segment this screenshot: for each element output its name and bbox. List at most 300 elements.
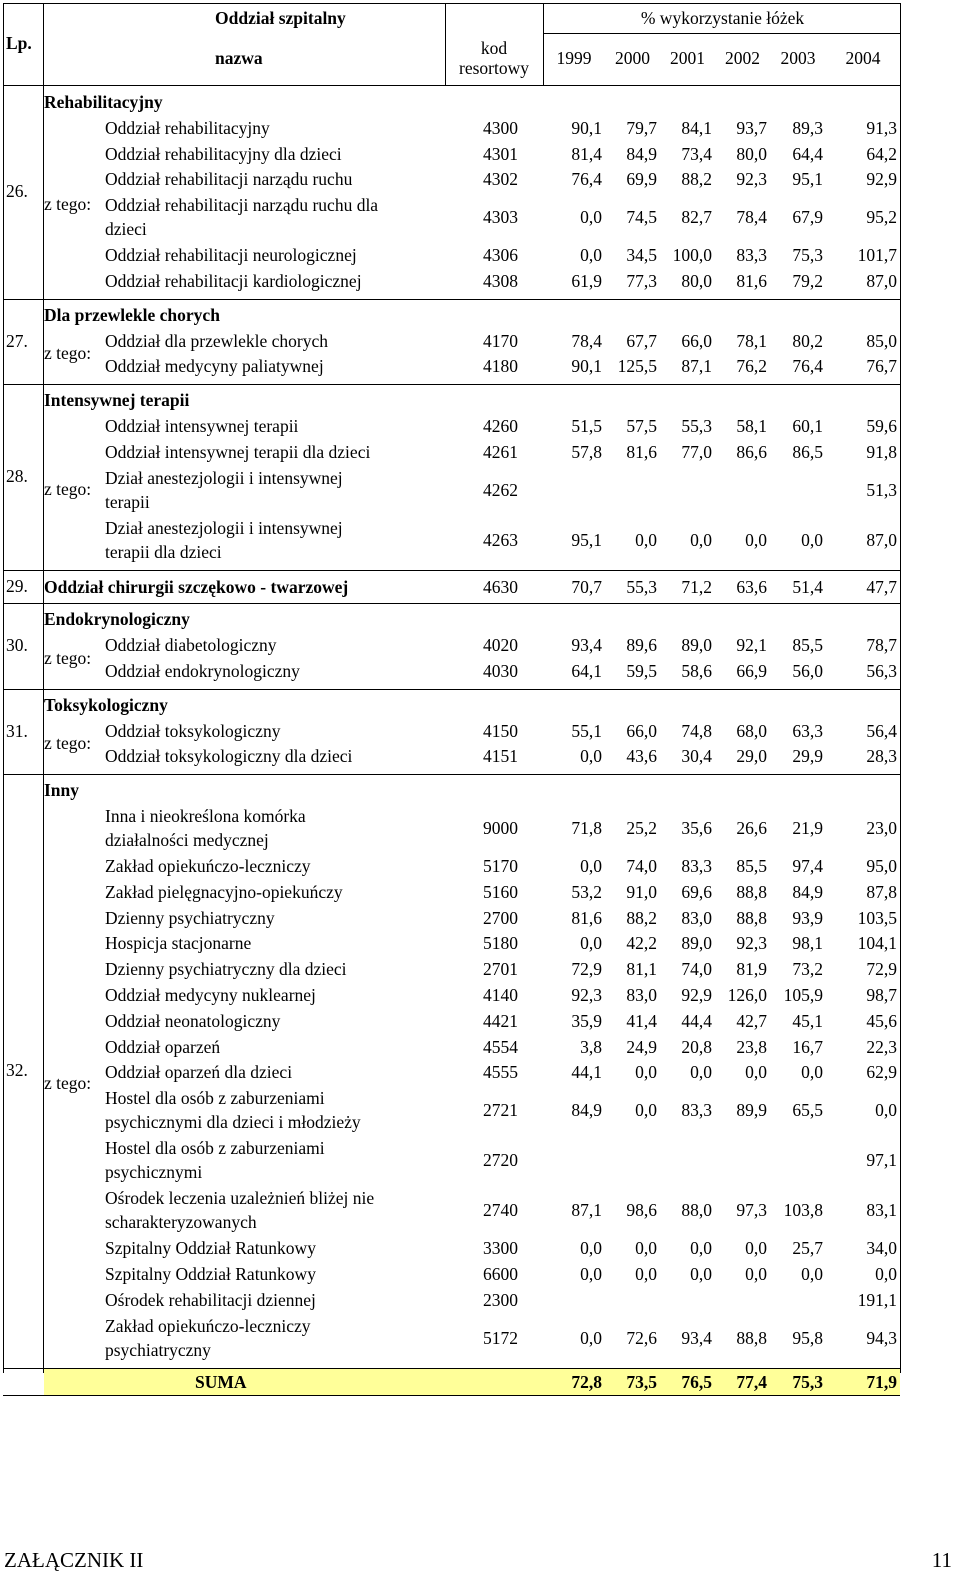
usage-value: 78,4: [571, 330, 602, 351]
usage-value: 42,2: [626, 933, 657, 954]
usage-value: 0,0: [580, 1238, 602, 1259]
grid-line: [445, 3, 446, 85]
usage-value: 89,0: [681, 933, 712, 954]
usage-value: 81,6: [736, 271, 767, 291]
usage-value: 92,3: [736, 169, 767, 190]
department-name: Szpitalny Oddział Ratunkowy: [105, 1264, 316, 1284]
usage-value: 85,5: [792, 635, 823, 656]
usage-value: 0,0: [580, 746, 602, 767]
usage-value: 105,9: [783, 985, 823, 1005]
usage-value: 74,0: [626, 856, 657, 876]
usage-value: 55,3: [626, 576, 657, 597]
usage-value: 51,4: [792, 576, 823, 597]
usage-value: 29,9: [792, 746, 823, 767]
usage-value: 0,0: [745, 529, 767, 550]
department-name: Hostel dla osób z zaburzeniami: [105, 1088, 325, 1109]
department-name: Oddział rehabilitacyjny dla dzieci: [105, 143, 342, 164]
usage-value: 85,5: [736, 856, 767, 876]
usage-value: 58,6: [681, 661, 712, 681]
suma-value: 77,4: [736, 1371, 767, 1392]
department-name: Hospicja stacjonarne: [105, 933, 252, 954]
header-year: 2000: [615, 48, 650, 68]
header-year: 2004: [845, 48, 881, 68]
usage-value: 91,8: [866, 441, 897, 462]
grid-line: [3, 384, 900, 385]
usage-value: 55,3: [681, 416, 712, 436]
usage-value: 0,0: [690, 529, 712, 550]
z-tego-label: z tego:: [44, 648, 92, 668]
usage-value: 82,7: [681, 207, 712, 228]
department-code: 2740: [483, 1200, 518, 1221]
suma-value: 76,5: [681, 1371, 712, 1392]
department-code: 5170: [483, 856, 518, 876]
z-tego-label: z tego:: [44, 733, 92, 754]
usage-value: 0,0: [875, 1264, 897, 1284]
department-name: psychicznymi dla dzieci i młodzieży: [105, 1112, 361, 1133]
usage-value: 66,0: [681, 330, 712, 351]
usage-value: 21,9: [792, 818, 823, 838]
department-name: Ośrodek rehabilitacji dziennej: [105, 1289, 316, 1310]
department-name: Oddział dla przewlekle chorych: [105, 330, 329, 351]
grid-line: [3, 570, 900, 571]
usage-value: 83,0: [626, 985, 657, 1005]
department-code: 4308: [483, 271, 518, 291]
header-code-line2: resortowy: [459, 58, 529, 78]
usage-value: 0,0: [635, 1238, 657, 1259]
usage-value: 35,6: [681, 818, 712, 838]
department-code: 5172: [483, 1327, 518, 1348]
suma-value: 73,5: [626, 1371, 657, 1392]
usage-value: 76,7: [866, 356, 897, 377]
usage-value: 88,2: [681, 169, 712, 190]
usage-value: 83,3: [681, 1100, 712, 1121]
z-tego-label: z tego:: [44, 343, 92, 364]
usage-value: 93,4: [571, 635, 602, 656]
row-number: 27.: [6, 330, 28, 351]
usage-value: 0,0: [580, 1327, 602, 1348]
usage-value: 56,4: [866, 720, 897, 741]
usage-value: 103,5: [857, 907, 897, 928]
department-name: psychicznymi: [105, 1162, 203, 1183]
department-name: Oddział rehabilitacji kardiologicznej: [105, 271, 362, 291]
usage-value: 89,0: [681, 635, 712, 656]
usage-value: 75,3: [792, 245, 823, 266]
row-number: 32.: [6, 1059, 28, 1080]
header-lp: Lp.: [6, 33, 32, 53]
section-title: Inny: [44, 780, 80, 801]
usage-value: 61,9: [571, 271, 602, 291]
usage-value: 104,1: [857, 933, 897, 954]
usage-value: 64,4: [792, 143, 823, 164]
usage-value: 66,0: [626, 720, 657, 741]
usage-value: 86,6: [736, 441, 767, 462]
usage-value: 69,6: [681, 881, 712, 902]
department-code: 4020: [483, 635, 518, 656]
department-name: Oddział toksykologiczny: [105, 720, 281, 741]
grid-line: [3, 689, 900, 690]
usage-value: 72,9: [571, 959, 602, 980]
suma-value: 75,3: [792, 1371, 823, 1392]
usage-value: 84,1: [681, 117, 712, 138]
header-code-line1: kod: [480, 38, 508, 58]
usage-value: 44,1: [571, 1062, 602, 1083]
usage-value: 80,0: [736, 143, 767, 164]
department-name: Oddział rehabilitacji neurologicznej: [105, 245, 357, 266]
usage-value: 57,8: [571, 441, 602, 462]
usage-value: 70,7: [571, 576, 602, 597]
department-code: 4170: [483, 330, 518, 351]
grid-line: [900, 3, 901, 1373]
z-tego-label: z tego:: [44, 194, 92, 215]
z-tego-label: z tego:: [44, 478, 92, 499]
department-name: Zakład opiekuńczo-leczniczy: [105, 856, 311, 876]
usage-value: 87,0: [866, 271, 897, 291]
usage-value: 0,0: [580, 856, 602, 876]
usage-value: 98,1: [792, 933, 823, 954]
usage-value: 56,0: [792, 661, 823, 681]
department-code: 6600: [483, 1264, 518, 1284]
usage-value: 0,0: [801, 1062, 823, 1083]
usage-value: 25,7: [792, 1238, 823, 1259]
department-name: Oddział oparzeń dla dzieci: [105, 1062, 293, 1083]
z-tego-label: z tego:: [44, 1072, 92, 1093]
usage-value: 64,2: [866, 143, 897, 164]
usage-value: 22,3: [866, 1036, 897, 1057]
header-department: Oddział szpitalny: [215, 8, 346, 28]
usage-value: 78,4: [736, 207, 767, 228]
usage-value: 95,0: [866, 856, 897, 876]
department-code: 3300: [483, 1238, 518, 1259]
footer-page-number: 11: [931, 1548, 952, 1572]
usage-value: 0,0: [580, 1264, 602, 1284]
department-code: 4260: [483, 416, 518, 436]
usage-value: 57,5: [626, 416, 657, 436]
header-year: 2002: [725, 48, 760, 68]
usage-value: 0,0: [690, 1264, 712, 1284]
usage-value: 81,9: [736, 959, 767, 980]
usage-value: 76,4: [571, 169, 602, 190]
section-title: Oddział chirurgii szczękowo - twarzowej: [44, 576, 349, 597]
usage-value: 97,4: [792, 856, 823, 876]
usage-value: 74,8: [681, 720, 712, 741]
usage-value: 29,0: [736, 746, 767, 767]
usage-value: 191,1: [857, 1289, 897, 1310]
usage-value: 71,2: [681, 576, 712, 597]
usage-value: 0,0: [635, 1264, 657, 1284]
usage-value: 67,7: [626, 330, 657, 351]
usage-value: 72,9: [866, 959, 897, 980]
usage-value: 95,1: [792, 169, 823, 190]
usage-value: 28,3: [866, 746, 897, 767]
department-name: Dział anestezjologii i intensywnej: [105, 467, 343, 488]
usage-value: 45,6: [866, 1010, 897, 1031]
usage-value: 63,3: [792, 720, 823, 741]
usage-value: 87,8: [866, 881, 897, 902]
usage-value: 87,1: [681, 356, 712, 377]
usage-value: 83,1: [866, 1200, 897, 1221]
usage-value: 58,1: [736, 416, 767, 436]
header-name: nazwa: [215, 48, 263, 68]
department-code: 4301: [483, 143, 518, 164]
department-name: Inna i nieokreślona komórka: [105, 806, 306, 826]
grid-line: [3, 299, 900, 300]
usage-value: 45,1: [792, 1010, 823, 1031]
usage-value: 0,0: [635, 529, 657, 550]
department-code: 4303: [483, 207, 518, 228]
department-name: Oddział diabetologiczny: [105, 635, 277, 656]
department-name: Hostel dla osób z zaburzeniami: [105, 1138, 325, 1159]
usage-value: 93,9: [792, 907, 823, 928]
usage-value: 88,8: [736, 907, 767, 928]
usage-value: 30,4: [681, 746, 712, 767]
usage-value: 44,4: [681, 1010, 712, 1031]
usage-value: 59,6: [866, 416, 897, 436]
department-code: 4262: [483, 479, 518, 500]
usage-value: 103,8: [783, 1200, 823, 1221]
usage-value: 81,4: [571, 143, 602, 164]
usage-value: 98,7: [866, 985, 897, 1005]
usage-value: 41,4: [626, 1010, 657, 1031]
usage-value: 98,6: [626, 1200, 657, 1221]
row-number: 26.: [6, 181, 28, 202]
usage-value: 91,0: [626, 881, 657, 902]
usage-value: 95,8: [792, 1327, 823, 1348]
usage-value: 20,8: [681, 1036, 712, 1057]
usage-value: 3,8: [580, 1036, 602, 1057]
department-code: 4554: [483, 1036, 518, 1057]
usage-value: 55,1: [571, 720, 602, 741]
usage-value: 74,0: [681, 959, 712, 980]
department-code: 4302: [483, 169, 518, 190]
usage-value: 68,0: [736, 720, 767, 741]
header-year: 2003: [780, 48, 816, 68]
usage-value: 67,9: [792, 207, 823, 228]
usage-value: 93,7: [736, 117, 767, 138]
usage-value: 88,8: [736, 881, 767, 902]
usage-value: 92,9: [866, 169, 897, 190]
usage-value: 79,2: [792, 271, 823, 291]
department-code: 4030: [483, 661, 518, 681]
department-name: Oddział neonatologiczny: [105, 1010, 281, 1031]
usage-value: 69,9: [626, 169, 657, 190]
row-number: 31.: [6, 720, 28, 741]
suma-label: SUMA: [195, 1371, 247, 1392]
usage-value: 89,6: [626, 635, 657, 656]
department-name: Oddział intensywnej terapii: [105, 416, 299, 436]
department-code: 4140: [483, 985, 518, 1005]
header-year: 2001: [670, 48, 705, 68]
usage-value: 26,6: [736, 818, 767, 838]
department-name: Oddział medycyny nuklearnej: [105, 985, 316, 1005]
section-title: Rehabilitacyjny: [44, 92, 163, 112]
row-number: 30.: [6, 635, 28, 656]
department-name: Oddział rehabilitacyjny: [105, 117, 270, 138]
usage-value: 59,5: [626, 661, 657, 681]
department-code: 5180: [483, 933, 518, 954]
department-name: Oddział intensywnej terapii dla dzieci: [105, 441, 371, 462]
usage-value: 97,3: [736, 1200, 767, 1221]
usage-value: 34,5: [626, 245, 657, 266]
usage-value: 71,8: [571, 818, 602, 838]
department-name: Oddział medycyny paliatywnej: [105, 356, 324, 377]
usage-value: 0,0: [690, 1062, 712, 1083]
department-code: 4306: [483, 245, 518, 266]
usage-value: 0,0: [745, 1264, 767, 1284]
usage-value: 126,0: [727, 985, 767, 1005]
usage-value: 66,9: [736, 661, 767, 681]
department-code: 4261: [483, 441, 518, 462]
usage-value: 83,3: [736, 245, 767, 266]
usage-value: 35,9: [571, 1010, 602, 1031]
department-name: Zakład opiekuńczo-leczniczy: [105, 1315, 311, 1336]
department-code: 4150: [483, 720, 518, 741]
usage-value: 63,6: [736, 576, 767, 597]
department-name: Oddział rehabilitacji narządu ruchu: [105, 169, 353, 190]
usage-value: 93,4: [681, 1327, 712, 1348]
usage-value: 0,0: [801, 1264, 823, 1284]
usage-value: 77,0: [681, 441, 712, 462]
section-title: Intensywnej terapii: [44, 390, 190, 411]
usage-value: 23,8: [736, 1036, 767, 1057]
usage-value: 86,5: [792, 441, 823, 462]
usage-value: 51,3: [866, 479, 897, 500]
usage-value: 84,9: [792, 881, 823, 902]
department-code: 4630: [483, 576, 518, 597]
usage-value: 92,3: [571, 985, 602, 1005]
department-code: 4421: [483, 1010, 518, 1031]
row-number: 28.: [6, 465, 28, 486]
usage-value: 91,3: [866, 117, 897, 138]
grid-line: [3, 1395, 900, 1396]
department-name: Dział anestezjologii i intensywnej: [105, 517, 343, 538]
usage-value: 51,5: [571, 416, 602, 436]
section-title: Toksykologiczny: [44, 694, 168, 715]
department-name: terapii dla dzieci: [105, 541, 222, 562]
usage-value: 95,2: [866, 207, 897, 228]
usage-value: 90,1: [571, 117, 602, 138]
usage-value: 81,6: [571, 907, 602, 928]
department-code: 2721: [483, 1100, 518, 1121]
usage-value: 0,0: [580, 245, 602, 266]
usage-value: 0,0: [875, 1100, 897, 1121]
department-name: Dzienny psychiatryczny dla dzieci: [105, 959, 347, 980]
header-bed-usage: % wykorzystanie łóżek: [640, 8, 805, 28]
usage-value: 125,5: [617, 356, 657, 377]
usage-value: 80,0: [681, 271, 712, 291]
usage-value: 87,1: [571, 1200, 602, 1221]
usage-value: 89,9: [736, 1100, 767, 1121]
department-name: Dzienny psychiatryczny: [105, 907, 275, 928]
department-name: Oddział oparzeń: [105, 1036, 221, 1057]
usage-value: 73,4: [681, 143, 712, 164]
department-name: Szpitalny Oddział Ratunkowy: [105, 1238, 316, 1259]
usage-value: 42,7: [736, 1010, 767, 1031]
usage-value: 0,0: [635, 1062, 657, 1083]
usage-value: 0,0: [745, 1062, 767, 1083]
department-code: 2300: [483, 1289, 518, 1310]
usage-value: 88,8: [736, 1327, 767, 1348]
usage-value: 56,3: [866, 661, 897, 681]
usage-value: 97,1: [866, 1150, 897, 1171]
usage-value: 81,1: [626, 959, 657, 980]
usage-value: 0,0: [635, 1100, 657, 1121]
grid-line: [3, 603, 900, 604]
usage-value: 81,6: [626, 441, 657, 462]
usage-value: 74,5: [626, 207, 657, 228]
usage-value: 89,3: [792, 117, 823, 138]
usage-value: 79,7: [626, 117, 657, 138]
usage-value: 53,2: [571, 881, 602, 902]
usage-value: 77,3: [626, 271, 657, 291]
department-name: działalności medycznej: [105, 830, 269, 850]
usage-value: 64,1: [571, 661, 602, 681]
usage-value: 92,9: [681, 985, 712, 1005]
grid-line: [3, 774, 900, 775]
usage-value: 76,2: [736, 356, 767, 377]
usage-value: 80,2: [792, 330, 823, 351]
section-title: Endokrynologiczny: [44, 609, 190, 630]
usage-value: 84,9: [571, 1100, 602, 1121]
department-code: 4263: [483, 529, 518, 550]
usage-value: 24,9: [626, 1036, 657, 1057]
department-name: Oddział endokrynologiczny: [105, 661, 300, 681]
usage-value: 25,2: [626, 818, 657, 838]
usage-value: 92,3: [736, 933, 767, 954]
department-code: 4300: [483, 117, 518, 138]
department-name: dzieci: [105, 219, 147, 240]
usage-value: 65,5: [792, 1100, 823, 1121]
usage-value: 76,4: [792, 356, 823, 377]
usage-value: 0,0: [580, 207, 602, 228]
usage-value: 78,1: [736, 330, 767, 351]
usage-value: 43,6: [626, 746, 657, 767]
usage-value: 90,1: [571, 356, 602, 377]
usage-value: 47,7: [866, 576, 897, 597]
department-code: 4555: [483, 1062, 518, 1083]
usage-value: 85,0: [866, 330, 897, 351]
usage-value: 60,1: [792, 416, 823, 436]
usage-value: 0,0: [745, 1238, 767, 1259]
grid-line: [3, 3, 900, 4]
usage-value: 87,0: [866, 529, 897, 550]
usage-value: 83,3: [681, 856, 712, 876]
usage-value: 84,9: [626, 143, 657, 164]
department-code: 2701: [483, 959, 518, 980]
usage-value: 94,3: [866, 1327, 897, 1348]
usage-value: 72,6: [626, 1327, 657, 1348]
usage-value: 78,7: [866, 635, 897, 656]
department-name: Oddział rehabilitacji narządu ruchu dla: [105, 195, 379, 216]
department-code: 4151: [483, 746, 518, 767]
department-code: 2700: [483, 907, 518, 928]
department-name: psychiatryczny: [105, 1339, 211, 1360]
footer-annex-label: ZAŁĄCZNIK II: [4, 1548, 144, 1572]
department-name: Zakład pielęgnacyjno-opiekuńczy: [105, 881, 343, 902]
usage-value: 23,0: [866, 818, 897, 838]
usage-value: 34,0: [866, 1238, 897, 1259]
usage-value: 88,2: [626, 907, 657, 928]
department-code: 4180: [483, 356, 518, 377]
row-number: 29.: [6, 575, 28, 596]
usage-value: 62,9: [866, 1062, 897, 1083]
grid-line: [543, 33, 900, 34]
usage-value: 92,1: [736, 635, 767, 656]
grid-line: [543, 3, 544, 85]
department-name: scharakteryzowanych: [105, 1212, 257, 1233]
header-year: 1999: [556, 48, 592, 68]
usage-value: 73,2: [792, 959, 823, 980]
department-name: terapii: [105, 491, 150, 512]
